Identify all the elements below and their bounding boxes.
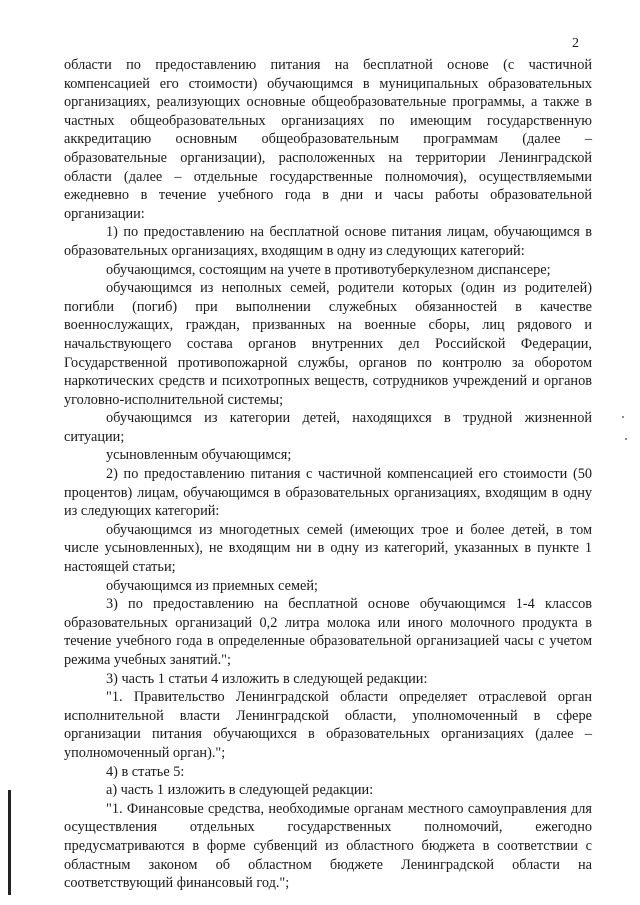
paragraph: а) часть 1 изложить в следующей редакции: (106, 782, 374, 799)
paragraph: "1. Финансовые средства, необходимые органам местного самоуправления для осуществления отдельных государственных полномочий, ежегодно предусматриваются в форме субвенций из областного бюджета в соответствии с областным законом об областном бюджете Ленинградской области на соответствующий финансовый год."; (64, 800, 592, 892)
paragraph: 3) часть 1 статьи 4 изложить в следующей редакции: (106, 670, 428, 687)
paragraph: 4) в статье 5: (106, 763, 185, 780)
paragraph: области по предоставлению питания на бесплатной основе (с частичной компенсацией его стоимости) обучающимся в муниципальных образовательных организациях, реализующих основные общеобразовательные программы, а также в частных общеобразовательных организациях по имеющим государственную аккредитацию основным общеобразовательным программам (далее – образовательные организации), расположенных на территории Ленинградской области (далее – отдельные государственные полномочия), осуществляемыми ежедневно в течение учебного года в дни и часы работы образовательной организации: (64, 57, 592, 222)
scan-edge-mark (8, 790, 11, 895)
paragraph: обучающимся из категории детей, находящихся в трудной жизненной ситуации; (64, 410, 592, 445)
paragraph: обучающимся из приемных семей; (106, 577, 319, 594)
paragraph: 3) по предоставлению на бесплатной основе обучающимся 1-4 классов образовательных организаций 0,2 литра молока или иного молочного продукта в течение учебного года в определенные образовательной организацией часы с учетом режима учебных занятий."; (64, 596, 592, 668)
paragraph: обучающимся из многодетных семей (имеющих трое и более детей, в том числе усыновленных), не входящим ни в одну из категорий, указанных в пункте 1 настоящей статьи; (64, 521, 592, 576)
paragraph: усыновленным обучающимся; (106, 447, 292, 464)
page-number: 2 (572, 36, 579, 51)
paragraph: "1. Правительство Ленинградской области определяет отраслевой орган исполнительной власти Ленинградской области, уполномоченный в сфере организации питания обучающихся в образовательных организациях (далее – уполномоченный орган)."; (64, 689, 592, 761)
scan-speck (622, 416, 624, 418)
paragraph: обучающимся, состоящим на учете в противотуберкулезном диспансере; (106, 261, 551, 278)
paragraph: обучающимся из неполных семей, родители которых (один из родителей) погибли (погиб) при выполнении служебных обязанностей в качестве военнослужащих, граждан, призванных на военные сборы, лиц рядового и начальствующего состава органов внутренних дел Российской Федерации, Государственной противопожарной службы, органов по контролю за оборотом наркотических средств и психотропных веществ, сотрудников учреждений и органов уголовно-исполнительной системы; (64, 280, 592, 408)
paragraph: 1) по предоставлению на бесплатной основе питания лицам, обучающимся в образовательных организациях, входящим в одну из следующих категорий: (64, 224, 592, 259)
paragraph: 2) по предоставлению питания с частичной компенсацией его стоимости (50 процентов) лицам, обучающимся в образовательных организациях, входящим в одну из следующих категорий: (64, 466, 592, 520)
document-body (64, 56, 592, 893)
scan-speck (625, 438, 627, 440)
